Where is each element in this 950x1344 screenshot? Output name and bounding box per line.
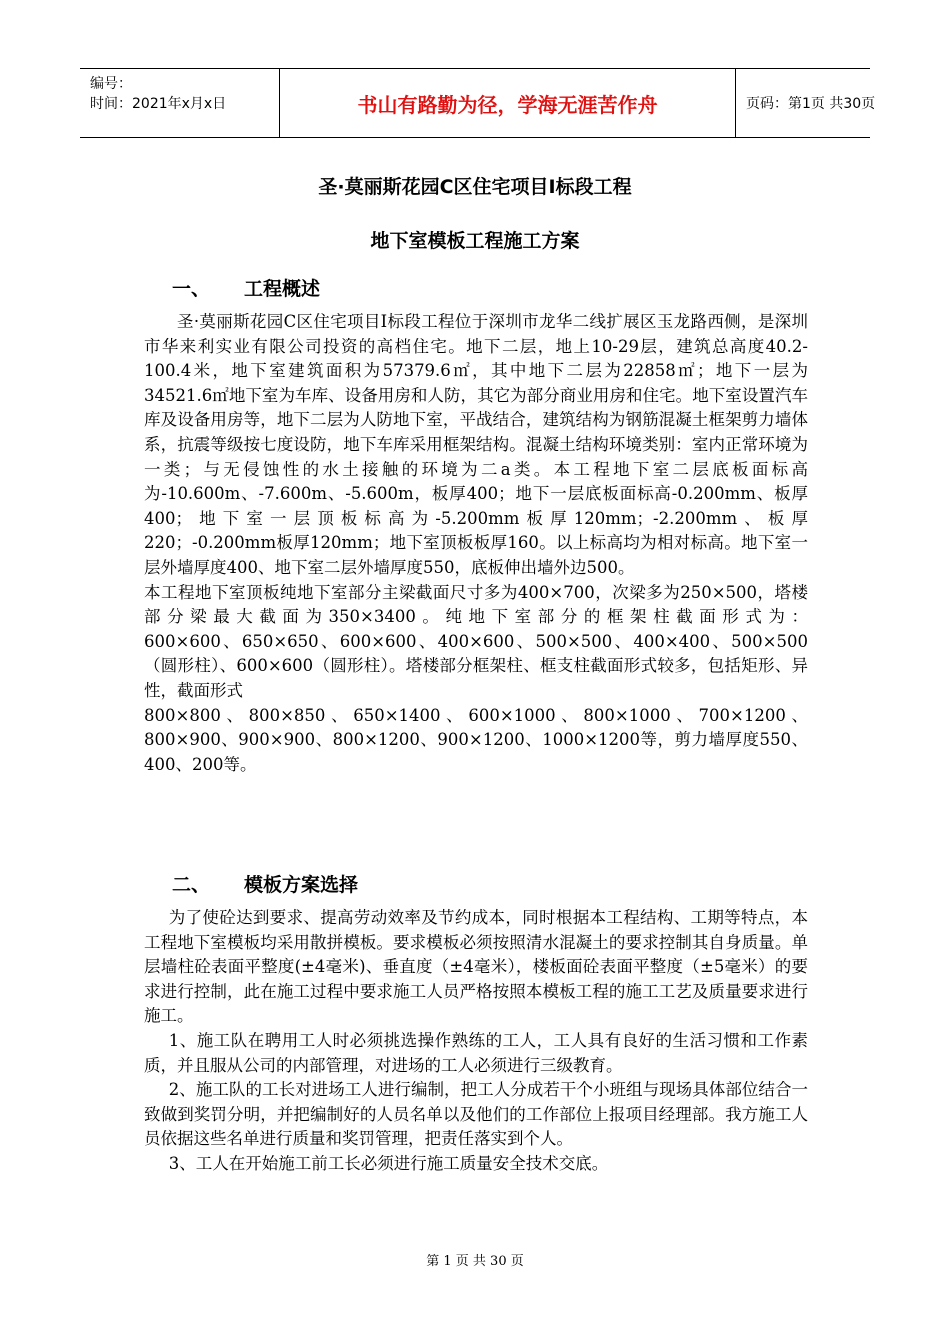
section-1-heading	[172, 274, 472, 300]
section-2-heading	[172, 870, 572, 896]
section-1-body	[144, 310, 808, 777]
header-motto: 书山有路勤为径，学海无涯苦作舟	[280, 69, 736, 137]
section-1-paragraph-1: 圣·莫丽斯花园C区住宅项目Ⅰ标段工程位于深圳市龙华二线扩展区玉龙路西侧，是深圳市华来利实业有限公司投资的高档住宅。地下二层，地上10-29层，建筑总高度40.2-100.4米，地下室建筑面积为57379.6㎡，其中地下二层为22858㎡；地下一层为34521.6㎡地下室为车库、设备用房和人防，其它为部分商业用房和住宅。地下室设置汽车库及设备用房等，地下二层为人防地下室，平战结合，建筑结构为钢筋混凝土框架剪力墙体系，抗震等级按七度设防，地下车库采用框架结构。混凝土结构环境类别：室内正常环境为一类；与无侵蚀性的水土接触的环境为二a类。本工程地下室二层底板面标高为-10.600m、-7.600m、-5.600m，板厚400；地下一层底板面标高-0.200mm、板厚400；地下室一层顶板标高为-5.200mm板厚120mm；-2.200mm、板厚220；-0.200mm板厚120mm；地下室顶板板厚160。以上标高均为相对标高。地下室一层外墙厚度400、地下室二层外墙厚度550，底板伸出墙外边500。	[144, 312, 808, 577]
section-2-paragraph-4: 3、工人在开始施工前工长必须进行施工质量安全技术交底。	[168, 1153, 609, 1173]
code-label: 编号：	[90, 76, 132, 92]
header-meta-cell	[80, 69, 280, 137]
section-1-paragraph-2c: 800×800、800×850、650×1400、600×1000、800×1000、700×1200、800×900、900×900、800×1200、900×1200、1000×1200等，剪力墙厚度550、400、200等。	[144, 705, 808, 774]
document-header	[80, 68, 876, 138]
section-1-paragraph-2a: 本工程地下室顶板纯地下室部分主梁截面尺寸多为400×700，次梁多为250×500，塔楼部分梁最大截面为350×3400。纯地下室部分的框架柱截面形式为：	[144, 582, 808, 627]
page-footer: 第 1 页 共 30 页	[426, 1254, 524, 1269]
section-2-paragraph-3: 2、施工队的工长对进场工人进行编制，把工人分成若干个小班组与现场具体部位结合一致做到奖罚分明，并把编制好的人员名单以及他们的工作部位上报项目经理部。我方施工人员依据这些名单进行质量和奖罚管理，把责任落实到个人。	[144, 1080, 808, 1149]
document-title: 圣·莫丽斯花园C区住宅项目Ⅰ标段工程	[318, 176, 632, 198]
document-subtitle: 地下室模板工程施工方案	[370, 230, 580, 252]
section-2-number: 二、	[172, 874, 211, 896]
section-1-paragraph-2b: 600×600、650×650、600×600、400×600、500×500、400×400、500×500（圆形柱）、600×600（圆形柱）。塔楼部分框架柱、框支柱截面形式较多，包括矩形、异性，截面形式	[144, 631, 808, 700]
section-1-title: 工程概述	[244, 278, 321, 300]
section-2-paragraph-2: 1、施工队在聘用工人时必须挑选操作熟练的工人，工人具有良好的生活习惯和工作素质，并且服从公司的内部管理，对进场的工人必须进行三级教育。	[144, 1030, 808, 1075]
section-2-body	[144, 906, 808, 1177]
section-1-number: 一、	[172, 278, 211, 300]
header-page-info: 页码：第1页 共30页	[746, 96, 876, 112]
time-label: 时间：2021年x月x日	[90, 96, 227, 112]
section-2-title: 模板方案选择	[244, 874, 359, 896]
section-2-paragraph-1: 为了使砼达到要求、提高劳动效率及节约成本，同时根据本工程结构、工期等特点，本工程地下室模板均采用散拼模板。要求模板必须按照清水混凝土的要求控制其自身质量。单层墙柱砼表面平整度(±4毫米)、垂直度（±4毫米），楼板面砼表面平整度（±5毫米）的要求进行控制，此在施工过程中要求施工人员严格按照本模板工程的施工工艺及质量要求进行施工。	[144, 908, 808, 1026]
